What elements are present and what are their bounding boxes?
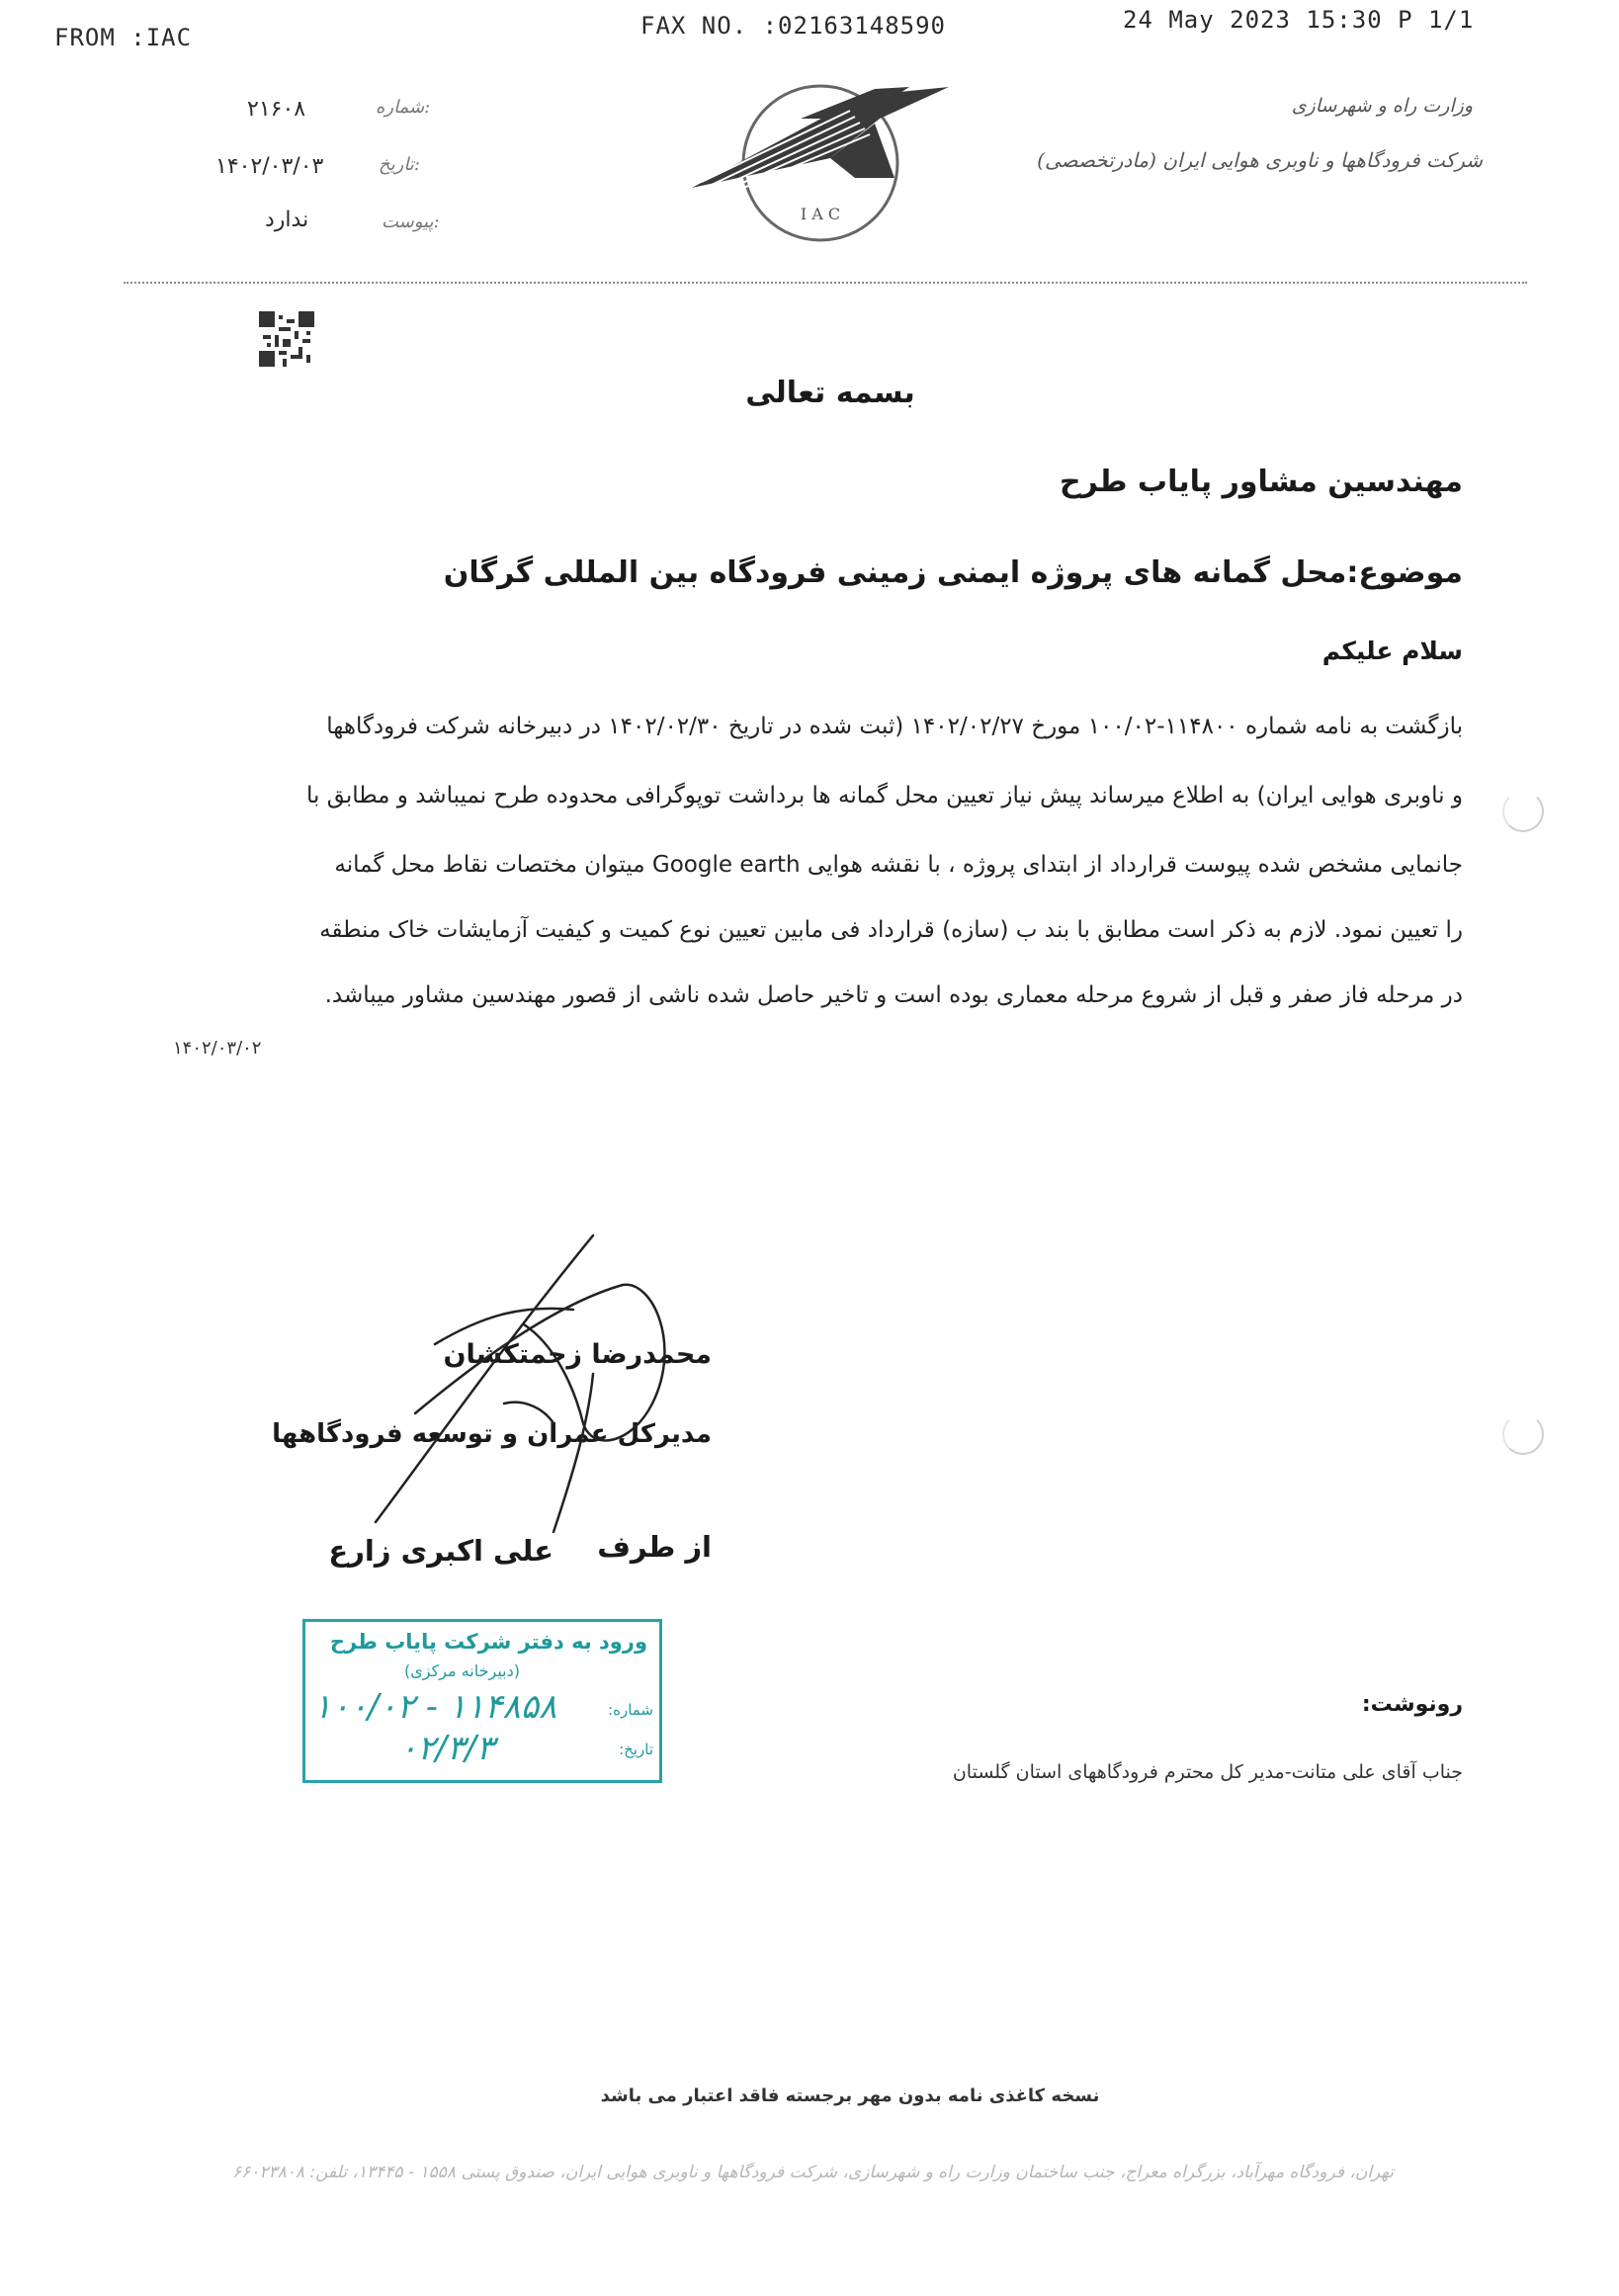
letter-attachment-label: پیوست: [382,212,440,232]
subject: موضوع:محل گمانه های پروژه ایمنی زمینی فرودگاه بین المللی گرگان [443,555,1463,590]
cc-line: جناب آقای علی متانت-مدیر کل محترم فرودگاههای استان گلستان [952,1761,1463,1783]
footer-note: نسخه کاغذی نامه بدون مهر برجسته فاقد اعتبار می باشد [600,2085,1100,2106]
logo-text: I A C [800,205,841,223]
qr-code-icon [259,311,314,367]
on-behalf-label: از طرف [597,1530,712,1564]
letter-attachment: ندارد [265,208,309,232]
stamp-line1: ورود به دفتر شرکت پایاب طرح [329,1630,647,1654]
signer-name: محمدرضا زحمتکشان [443,1339,712,1370]
handwritten-signature [356,1226,692,1542]
letter-number: ۲۱۶۰۸ [247,97,306,122]
addressee: مهندسین مشاور پایاب طرح [1059,465,1463,499]
body-line: را تعیین نمود. لازم به ذکر است مطابق با بند ب (سازه) قرارداد فی مابین تعیین نوع کمیت و کیفیت آزمایشات خاک منطقه [319,917,1463,943]
stamp-number-value: ۱۰۰/۰۲ - ۱۱۴۸۵۸ [313,1687,557,1727]
header-divider [124,282,1527,284]
body-line: و ناوبری هوایی ایران) به اطلاع میرساند پیش نیاز تعیین محل گمانه ها برداشت توپوگرافی محدوده طرح نمیباشد و مطابق با [306,783,1463,808]
stamp-line2: (دبیرخانه مرکزی) [404,1661,520,1680]
body-line: در مرحله فاز صفر و قبل از شروع مرحله معماری بوده است و تاخیر حاصل شده ناشی از قصور مهندسین مشاور میباشد. [324,982,1463,1008]
footer-address: تهران، فرودگاه مهرآباد، بزرگراه معراج، جنب ساختمان وزارت راه و شهرسازی، شرکت فرودگاهها و ناوبری هوایی ایران، صندوق پستی ۱۵۵۸ - ۱۳۴۴۵، تلفن: ۶۶۰۲۳۸۰۸ [231,2163,1394,2182]
iac-logo-icon [682,59,959,247]
signer-title: مدیرکل عمران و توسعه فرودگاهها [272,1419,712,1449]
punch-hole [1502,1413,1544,1455]
on-behalf-name: علی اکبری زارع [328,1534,554,1568]
cc-heading: رونوشت: [1361,1692,1463,1717]
punch-hole [1502,791,1544,832]
fax-from: FROM :IAC [54,24,193,51]
stamp-number-label: شماره: [608,1701,653,1719]
body-line: بازگشت به نامه شماره ۱۱۴۸۰۰-۱۰۰/۰۲ مورخ ۱۴۰۲/۰۲/۲۷ (ثبت شده در تاریخ ۱۴۰۲/۰۲/۳۰ در دبیرخانه شرکت فرودگاهها [326,714,1463,739]
invocation: بسمه تعالی [745,376,915,410]
receipt-stamp [302,1619,662,1783]
company-name: شرکت فرودگاهها و ناوبری هوایی ایران (مادرتخصصی) [1037,148,1483,172]
body-date: ۱۴۰۲/۰۳/۰۲ [173,1038,262,1059]
stamp-date-value: ۰۲/۳/۳ [399,1729,494,1768]
qr-code [259,311,314,367]
letter-number-label: شماره: [376,97,431,118]
body-line: جانمایی مشخص شده پیوست قرارداد از ابتدای پروژه ، با نقشه هوایی Google earth میتوان مختصات نقاط محل گمانه [334,852,1463,878]
iac-logo [682,59,959,247]
fax-datetime: 24 May 2023 15:30 P 1/1 [1123,6,1475,34]
ministry-name: وزارت راه و شهرسازی [1291,95,1473,117]
fax-number: FAX NO. :02163148590 [640,12,946,40]
greeting: سلام علیکم [1321,637,1463,665]
letter-date-label: تاریخ: [379,154,420,175]
stamp-date-label: تاریخ: [619,1741,653,1758]
letter-date: ۱۴۰۲/۰۳/۰۳ [215,154,324,179]
